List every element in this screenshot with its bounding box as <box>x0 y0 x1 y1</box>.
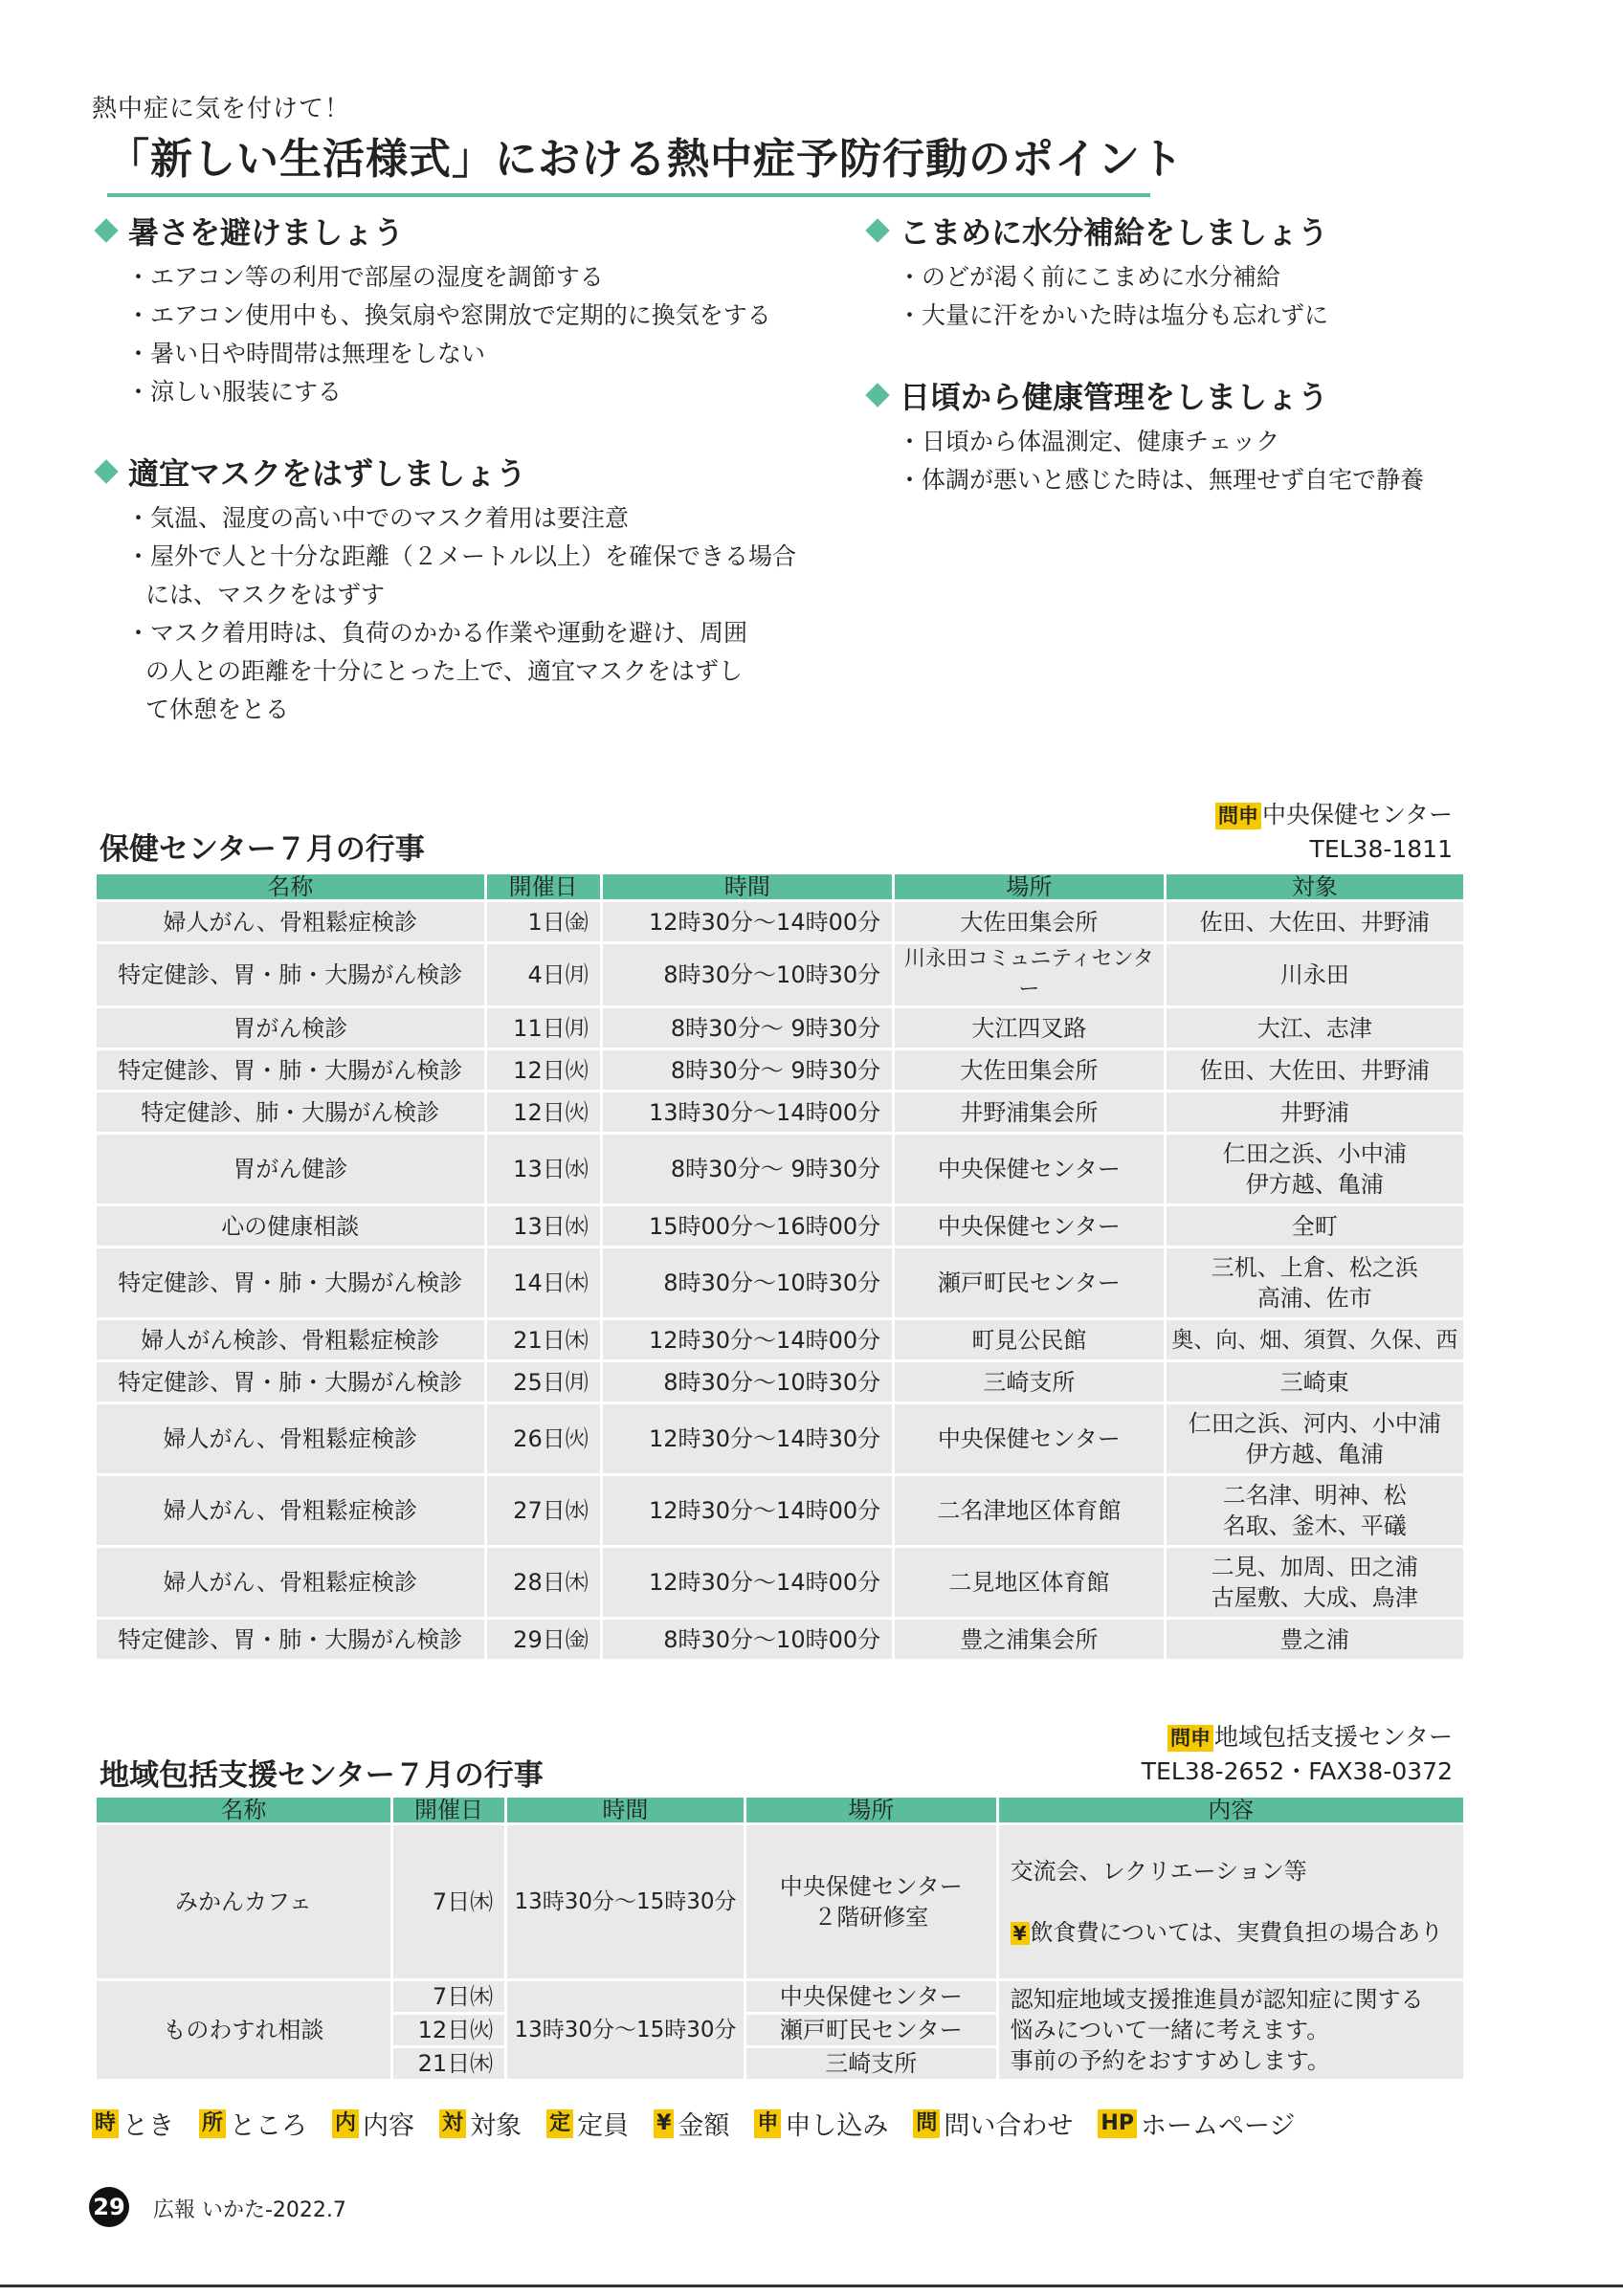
column-header: 場所 <box>895 874 1163 899</box>
legend-item <box>332 2105 414 2142</box>
tip-item: ・涼しい服装にする <box>126 378 343 406</box>
table-header-row <box>97 1798 1463 1822</box>
column-header: 時間 <box>507 1798 744 1822</box>
column-header: 名称 <box>97 1798 390 1822</box>
cell-date: 28日㈭ <box>487 1548 600 1617</box>
cell-target: 豊之浦 <box>1167 1620 1463 1659</box>
table-row <box>97 1320 1463 1359</box>
cell-time: 8時30分～10時00分 <box>603 1620 892 1659</box>
legend-item <box>199 2105 307 2142</box>
table-row <box>97 944 1463 1005</box>
cell-name: 婦人がん検診、骨粗鬆症検診 <box>97 1320 484 1359</box>
table-row <box>97 1620 1463 1659</box>
table-row <box>97 1050 1463 1090</box>
table-row <box>97 1248 1463 1317</box>
cell-target: 二見、加周、田之浦 古屋敷、大成、鳥津 <box>1167 1548 1463 1617</box>
legend-tag: 内 <box>332 2109 359 2138</box>
legend-item <box>92 2105 174 2142</box>
table-row <box>97 1206 1463 1246</box>
cell-time: 8時30分～ 9時30分 <box>603 1008 892 1048</box>
legend-label: 問い合わせ <box>944 2111 1074 2141</box>
legend-label: 対象 <box>470 2111 522 2141</box>
column-header: 開催日 <box>393 1798 504 1822</box>
legend-tag: HP <box>1098 2109 1137 2138</box>
cell-name: 胃がん健診 <box>97 1135 484 1203</box>
cell-name: 婦人がん、骨粗鬆症検診 <box>97 902 484 941</box>
tip-item: ・エアコン等の利用で部屋の湿度を調節する <box>126 263 604 291</box>
table-header-row <box>97 874 1463 899</box>
cell-place: 中央保健センター <box>746 1981 996 2012</box>
cell-date: 21日㈭ <box>393 2048 504 2079</box>
column-header: 名称 <box>97 874 484 899</box>
fee-tag: ¥ <box>1011 1922 1030 1945</box>
tip-item: ・エアコン使用中も、換気扇や窓開放で定期的に換気をする <box>126 301 771 329</box>
column-header: 開催日 <box>487 874 600 899</box>
legend <box>92 2105 1295 2142</box>
health-center-table <box>94 872 1466 1662</box>
legend-item <box>913 2105 1073 2142</box>
tip-item: ・大量に汗をかいた時は塩分も忘れずに <box>898 301 1329 329</box>
cell-name: 特定健診、胃・肺・大腸がん検診 <box>97 1248 484 1317</box>
cell-date: 7日㈭ <box>393 1981 504 2012</box>
table-row <box>97 1135 1463 1203</box>
contact-name: 地域包括支援センター <box>1213 1723 1453 1751</box>
cell-date: 13日㈬ <box>487 1135 600 1203</box>
cell-name: 婦人がん、骨粗鬆症検診 <box>97 1548 484 1617</box>
legend-tag: 対 <box>439 2109 466 2138</box>
cell-time: 8時30分～10時30分 <box>603 1248 892 1317</box>
legend-tag: 問 <box>913 2109 940 2138</box>
contact-tel: TEL38-2652・FAX38-0372 <box>1141 1757 1453 1785</box>
cell-date: 13日㈬ <box>487 1206 600 1246</box>
table-row <box>97 1362 1463 1402</box>
tip-block-health <box>863 373 1590 499</box>
legend-item <box>546 2105 629 2142</box>
cell-name: 特定健診、胃・肺・大腸がん検診 <box>97 1362 484 1402</box>
cell-place: 大江四叉路 <box>895 1008 1163 1048</box>
legend-item <box>439 2105 522 2142</box>
cell-place: 中央保健センター <box>895 1404 1163 1473</box>
legend-tag: 所 <box>199 2109 226 2138</box>
tip-item: ・体調が悪いと感じた時は、無理せず自宅で静養 <box>898 466 1425 494</box>
legend-label: 申し込み <box>785 2111 889 2141</box>
legend-tag: ¥ <box>654 2109 674 2138</box>
table-row <box>97 1981 1463 2012</box>
cell-date: 12日㈫ <box>487 1050 600 1090</box>
cell-target: 大江、志津 <box>1167 1008 1463 1048</box>
tip-block-heat <box>92 209 857 411</box>
cell-content: 認知症地域支援推進員が認知症に関する 悩みについて一緒に考えます。 事前の予約をおすすめします。 <box>999 1981 1463 2079</box>
table-row <box>97 1825 1463 1978</box>
cell-time: 12時30分～14時00分 <box>603 1320 892 1359</box>
cell-date: 26日㈫ <box>487 1404 600 1473</box>
cell-date: 29日㈮ <box>487 1620 600 1659</box>
cell-date: 7日㈭ <box>393 1825 504 1978</box>
cell-name: 心の健康相談 <box>97 1206 484 1246</box>
table-row <box>97 1548 1463 1617</box>
column-header: 時間 <box>603 874 892 899</box>
contact-tel: TEL38-1811 <box>1309 835 1453 863</box>
health-center-contact <box>1215 798 1453 867</box>
cell-place: 三崎支所 <box>746 2048 996 2079</box>
publication-name: 広報 いかた-2022.7 <box>153 2198 346 2222</box>
cell-name: 婦人がん、骨粗鬆症検診 <box>97 1476 484 1545</box>
legend-label: 内容 <box>363 2111 415 2141</box>
contact-name: 中央保健センター <box>1261 801 1453 828</box>
cell-name: 特定健診、胃・肺・大腸がん検診 <box>97 1050 484 1090</box>
tip-block-mask <box>92 450 857 729</box>
tips-right <box>863 209 1590 499</box>
support-center-contact <box>1142 1720 1453 1789</box>
cell-date: 12日㈫ <box>487 1093 600 1132</box>
cell-target: 佐田、大佐田、井野浦 <box>1167 902 1463 941</box>
legend-tag: 時 <box>92 2109 119 2138</box>
tip-item: ・マスク着用時は、負荷のかかる作業や運動を避け、周囲 の人との距離を十分にとった上で、適宜マスクをはずし て休憩をとる <box>126 619 748 723</box>
cell-target: 井野浦 <box>1167 1093 1463 1132</box>
tip-heading: こまめに水分補給をしましょう <box>900 214 1329 251</box>
cell-place: 川永田コミュニティセンター <box>895 944 1163 1005</box>
legend-label: とき <box>122 2111 175 2141</box>
column-header: 対象 <box>1167 874 1463 899</box>
diamond-icon <box>865 383 889 407</box>
cell-target: 全町 <box>1167 1206 1463 1246</box>
legend-label: 金額 <box>678 2111 730 2141</box>
diamond-icon <box>94 218 118 242</box>
cell-name: 婦人がん、骨粗鬆症検診 <box>97 1404 484 1473</box>
content-line: 交流会、レクリエーション等 <box>1010 1858 1307 1885</box>
health-center-title: 保健センター７月の行事 <box>100 832 425 867</box>
bottom-divider <box>0 2285 1623 2287</box>
inquiry-tag: 問申 <box>1215 803 1261 829</box>
cell-target: 佐田、大佐田、井野浦 <box>1167 1050 1463 1090</box>
cell-time: 8時30分～ 9時30分 <box>603 1135 892 1203</box>
table-row <box>97 1008 1463 1048</box>
cell-date: 21日㈭ <box>487 1320 600 1359</box>
cell-date: 12日㈫ <box>393 2015 504 2045</box>
cell-place: 町見公民館 <box>895 1320 1163 1359</box>
cell-place: 二見地区体育館 <box>895 1548 1163 1617</box>
cell-time: 13時30分～15時30分 <box>507 1825 744 1978</box>
cell-name: ものわすれ相談 <box>97 1981 390 2079</box>
legend-item <box>654 2105 729 2142</box>
table-row <box>97 902 1463 941</box>
support-center-title: 地域包括支援センター７月の行事 <box>100 1758 544 1793</box>
cell-date: 27日㈬ <box>487 1476 600 1545</box>
cell-target: 二名津、明神、松 名取、釜木、平礒 <box>1167 1476 1463 1545</box>
page-title: 「新しい生活様式」における熱中症予防行動のポイント <box>107 124 1150 197</box>
cell-target: 仁田之浜、小中浦 伊方越、亀浦 <box>1167 1135 1463 1203</box>
legend-item <box>754 2105 888 2142</box>
cell-time: 13時30分～15時30分 <box>507 1981 744 2079</box>
cell-time: 15時00分～16時00分 <box>603 1206 892 1246</box>
table-row <box>97 1476 1463 1545</box>
legend-label: ホームページ <box>1140 2111 1296 2141</box>
tip-heading: 暑さを避けましょう <box>128 214 405 251</box>
diamond-icon <box>865 218 889 242</box>
column-header: 場所 <box>746 1798 996 1822</box>
cell-name: 胃がん検診 <box>97 1008 484 1048</box>
tip-block-water <box>863 209 1590 335</box>
tip-item: ・気温、湿度の高い中でのマスク着用は要注意 <box>126 504 630 532</box>
content-line: 飲食費については、実費負担の場合あり <box>1030 1919 1444 1946</box>
cell-time: 12時30分～14時00分 <box>603 1548 892 1617</box>
health-center-rows <box>97 902 1463 1659</box>
legend-label: 定員 <box>577 2111 630 2141</box>
tip-heading: 日頃から健康管理をしましょう <box>900 379 1329 415</box>
cell-time: 12時30分～14時30分 <box>603 1404 892 1473</box>
page-number: 29 <box>89 2187 129 2227</box>
inquiry-tag: 問申 <box>1167 1725 1213 1752</box>
cell-place: 中央保健センター ２階研修室 <box>746 1825 996 1978</box>
cell-target: 仁田之浜、河内、小中浦 伊方越、亀浦 <box>1167 1404 1463 1473</box>
cell-time: 13時30分～14時00分 <box>603 1093 892 1132</box>
cell-time: 12時30分～14時00分 <box>603 902 892 941</box>
cell-name: 特定健診、肺・大腸がん検診 <box>97 1093 484 1132</box>
tips-left <box>92 209 857 729</box>
cell-target: 三机、上倉、松之浜 高浦、佐市 <box>1167 1248 1463 1317</box>
table-row <box>97 1093 1463 1132</box>
cell-target: 川永田 <box>1167 944 1463 1005</box>
cell-place: 二名津地区体育館 <box>895 1476 1163 1545</box>
cell-target: 奥、向、畑、須賀、久保、西 <box>1167 1320 1463 1359</box>
diamond-icon <box>94 459 118 483</box>
table-row <box>97 1404 1463 1473</box>
cell-place: 井野浦集会所 <box>895 1093 1163 1132</box>
cell-name: 特定健診、胃・肺・大腸がん検診 <box>97 1620 484 1659</box>
page-kicker: 熱中症に気を付けて！ <box>92 95 351 123</box>
tip-item: ・日頃から体温測定、健康チェック <box>898 428 1280 455</box>
cell-place: 大佐田集会所 <box>895 902 1163 941</box>
cell-place: 瀬戸町民センター <box>895 1248 1163 1317</box>
cell-time: 12時30分～14時00分 <box>603 1476 892 1545</box>
cell-place: 豊之浦集会所 <box>895 1620 1163 1659</box>
tip-item: ・暑い日や時間帯は無理をしない <box>126 340 486 367</box>
legend-tag: 申 <box>754 2109 781 2138</box>
cell-name: 特定健診、胃・肺・大腸がん検診 <box>97 944 484 1005</box>
cell-time: 8時30分～10時30分 <box>603 1362 892 1402</box>
tip-item: ・屋外で人と十分な距離（２メートル以上）を確保できる場合 には、マスクをはずす <box>126 542 797 608</box>
cell-time: 8時30分～10時30分 <box>603 944 892 1005</box>
legend-tag: 定 <box>546 2109 573 2138</box>
column-header: 内容 <box>999 1798 1463 1822</box>
support-center-table <box>94 1795 1466 2082</box>
cell-name: みかんカフェ <box>97 1825 390 1978</box>
cell-date: 1日㈮ <box>487 902 600 941</box>
legend-item <box>1098 2105 1295 2142</box>
cell-place: 三崎支所 <box>895 1362 1163 1402</box>
legend-label: ところ <box>230 2111 308 2141</box>
cell-place: 大佐田集会所 <box>895 1050 1163 1090</box>
cell-date: 14日㈭ <box>487 1248 600 1317</box>
cell-place: 中央保健センター <box>895 1135 1163 1203</box>
cell-content <box>999 1825 1463 1978</box>
cell-target: 三崎東 <box>1167 1362 1463 1402</box>
cell-date: 11日㈪ <box>487 1008 600 1048</box>
cell-time: 8時30分～ 9時30分 <box>603 1050 892 1090</box>
cell-place: 中央保健センター <box>895 1206 1163 1246</box>
tip-heading: 適宜マスクをはずしましょう <box>128 455 527 492</box>
cell-date: 4日㈪ <box>487 944 600 1005</box>
cell-date: 25日㈪ <box>487 1362 600 1402</box>
tip-item: ・のどが渇く前にこまめに水分補給 <box>898 263 1281 291</box>
cell-place: 瀬戸町民センター <box>746 2015 996 2045</box>
